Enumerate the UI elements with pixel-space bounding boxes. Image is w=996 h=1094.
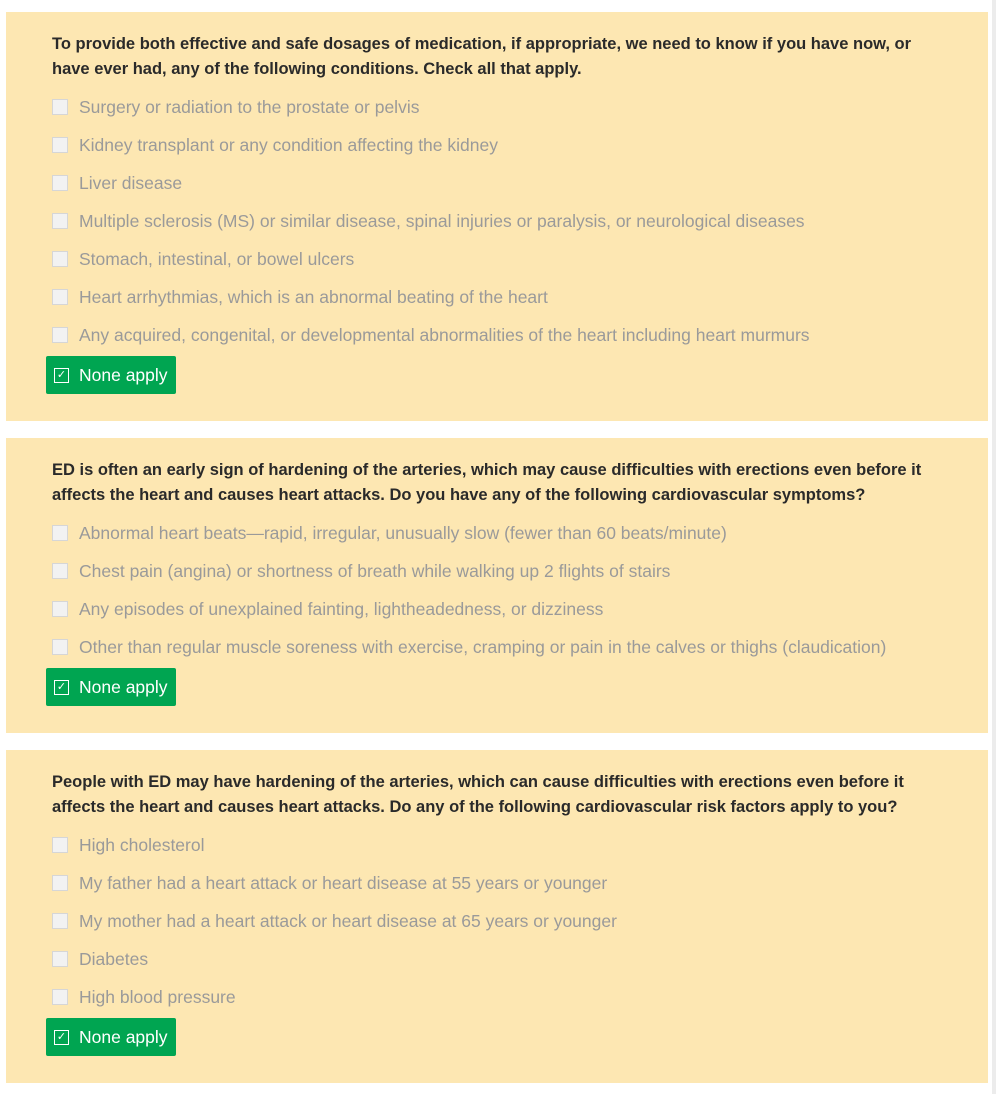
option-checkbox[interactable] — [52, 316, 948, 354]
option-label: Surgery or radiation to the prostate or pelvis — [79, 96, 420, 117]
option-checkbox[interactable] — [52, 978, 948, 1016]
question-text: People with ED may have hardening of the arteries, which can cause difficulties with erections even before it affects the heart and causes heart attacks. Do any of the following cardiovascular risk factors apply to you? — [52, 773, 904, 816]
option-checkbox[interactable] — [52, 864, 948, 902]
option-label: Chest pain (angina) or shortness of breath while walking up 2 flights of stairs — [79, 560, 671, 581]
option-checkbox[interactable] — [52, 164, 948, 202]
checkbox-icon[interactable] — [52, 601, 68, 617]
question-panel — [6, 438, 988, 733]
option-checkbox[interactable] — [52, 940, 948, 978]
option-checkbox[interactable] — [52, 826, 948, 864]
option-label: Other than regular muscle soreness with exercise, cramping or pain in the calves or thighs (claudication) — [79, 636, 887, 657]
checked-checkbox-icon: ✓ — [54, 1030, 69, 1045]
checkbox-icon[interactable] — [52, 837, 68, 853]
option-label: High cholesterol — [79, 834, 205, 855]
option-label: My mother had a heart attack or heart disease at 65 years or younger — [79, 910, 617, 931]
checkbox-icon[interactable] — [52, 951, 68, 967]
none-apply-label: None apply — [79, 676, 168, 697]
none-apply-button[interactable] — [46, 1018, 176, 1056]
option-label: Diabetes — [79, 948, 149, 969]
checkbox-icon[interactable] — [52, 639, 68, 655]
scrollbar[interactable] — [992, 0, 996, 1094]
none-apply-button[interactable] — [46, 668, 176, 706]
none-apply-label: None apply — [79, 1026, 168, 1047]
question-text: To provide both effective and safe dosages of medication, if appropriate, we need to know if you have now, or have ever had, any of the following conditions. Check all that apply. — [52, 35, 912, 78]
option-checkbox[interactable] — [52, 126, 948, 164]
option-checkbox[interactable] — [52, 628, 948, 666]
question-text: ED is often an early sign of hardening of the arteries, which may cause difficulties with erections even before it affects the heart and causes heart attacks. Do you have any of the following cardiovascular symptoms? — [52, 461, 922, 504]
checkbox-icon[interactable] — [52, 327, 68, 343]
checkbox-icon[interactable] — [52, 563, 68, 579]
checked-checkbox-icon: ✓ — [54, 368, 69, 383]
option-label: Heart arrhythmias, which is an abnormal beating of the heart — [79, 286, 548, 307]
checkbox-icon[interactable] — [52, 175, 68, 191]
option-label: Liver disease — [79, 172, 183, 193]
option-checkbox[interactable] — [52, 240, 948, 278]
none-apply-button[interactable] — [46, 356, 176, 394]
question-panel — [6, 750, 988, 1083]
option-label: My father had a heart attack or heart disease at 55 years or younger — [79, 872, 608, 893]
option-label: High blood pressure — [79, 986, 236, 1007]
none-apply-label: None apply — [79, 364, 168, 385]
option-label: Multiple sclerosis (MS) or similar disease, spinal injuries or paralysis, or neurological diseases — [79, 210, 805, 231]
option-checkbox[interactable] — [52, 902, 948, 940]
checkbox-icon[interactable] — [52, 99, 68, 115]
checkbox-icon[interactable] — [52, 289, 68, 305]
checkbox-icon[interactable] — [52, 913, 68, 929]
option-checkbox[interactable] — [52, 278, 948, 316]
option-checkbox[interactable] — [52, 202, 948, 240]
checked-checkbox-icon: ✓ — [54, 680, 69, 695]
checkbox-icon[interactable] — [52, 989, 68, 1005]
option-checkbox[interactable] — [52, 552, 948, 590]
question-panel — [6, 12, 988, 421]
option-checkbox[interactable] — [52, 514, 948, 552]
option-label: Any episodes of unexplained fainting, lightheadedness, or dizziness — [79, 598, 604, 619]
option-checkbox[interactable] — [52, 88, 948, 126]
checkbox-icon[interactable] — [52, 525, 68, 541]
checkbox-icon[interactable] — [52, 251, 68, 267]
option-label: Stomach, intestinal, or bowel ulcers — [79, 248, 355, 269]
option-label: Kidney transplant or any condition affecting the kidney — [79, 134, 498, 155]
checkbox-icon[interactable] — [52, 213, 68, 229]
checkbox-icon[interactable] — [52, 875, 68, 891]
checkbox-icon[interactable] — [52, 137, 68, 153]
option-checkbox[interactable] — [52, 590, 948, 628]
option-label: Any acquired, congenital, or developmental abnormalities of the heart including heart murmurs — [79, 324, 810, 345]
option-label: Abnormal heart beats—rapid, irregular, unusually slow (fewer than 60 beats/minute) — [79, 522, 727, 543]
